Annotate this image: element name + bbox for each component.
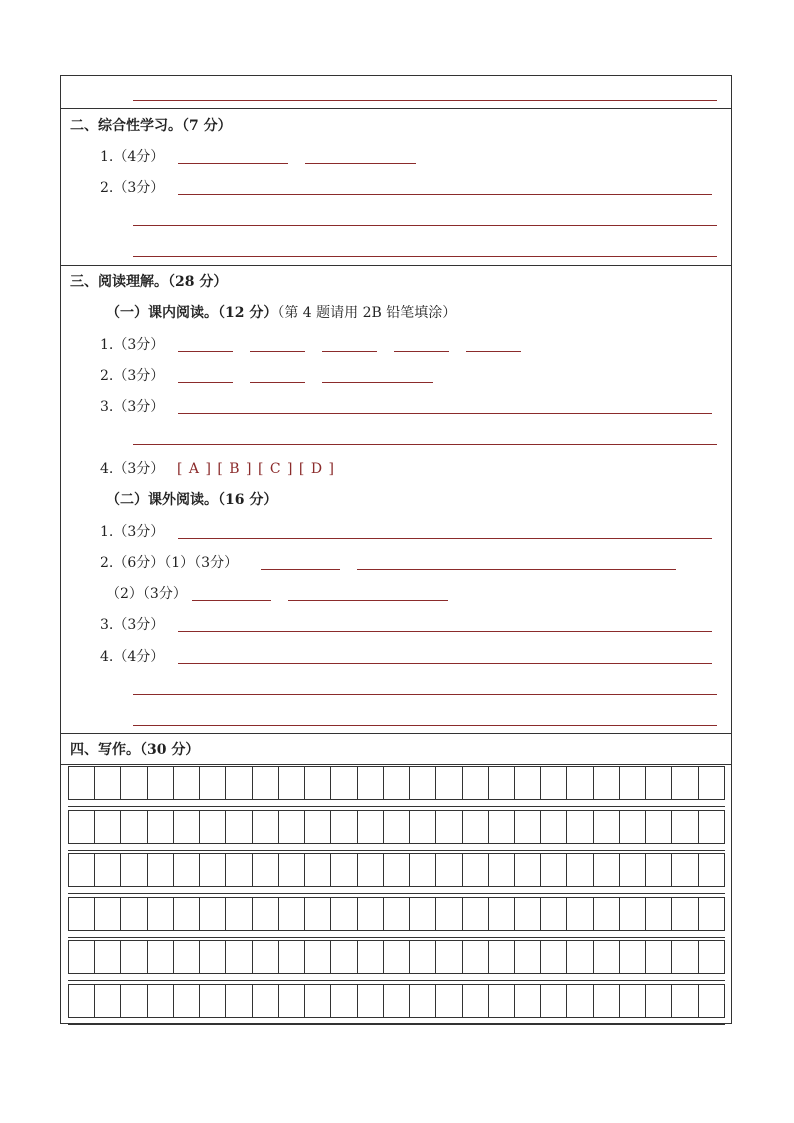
grid-cell[interactable]: [463, 767, 489, 799]
grid-cell[interactable]: [121, 811, 147, 843]
grid-cell[interactable]: [436, 854, 462, 886]
grid-cell[interactable]: [594, 898, 620, 930]
grid-cell[interactable]: [515, 811, 541, 843]
part1-q2-label: 2.（3分）: [100, 368, 165, 384]
grid-row: [68, 897, 725, 931]
grid-cell[interactable]: [699, 811, 724, 843]
grid-cell[interactable]: [331, 767, 357, 799]
grid-cell[interactable]: [121, 985, 147, 1017]
grid-cell[interactable]: [331, 985, 357, 1017]
grid-cell[interactable]: [620, 985, 646, 1017]
grid-cell[interactable]: [95, 767, 121, 799]
grid-cell[interactable]: [672, 854, 698, 886]
grid-cell[interactable]: [148, 985, 174, 1017]
grid-cell[interactable]: [148, 767, 174, 799]
answer-line[interactable]: [322, 382, 433, 383]
answer-sheet-frame: [60, 75, 732, 1024]
grid-cell[interactable]: [463, 941, 489, 973]
grid-cell[interactable]: [148, 854, 174, 886]
grid-cell[interactable]: [95, 985, 121, 1017]
grid-cell[interactable]: [174, 985, 200, 1017]
grid-cell[interactable]: [95, 811, 121, 843]
grid-cell[interactable]: [646, 941, 672, 973]
part2-q4-label: 4.（4分）: [100, 649, 165, 665]
grid-cell[interactable]: [226, 811, 252, 843]
grid-cell[interactable]: [253, 811, 279, 843]
answer-line[interactable]: [357, 569, 676, 570]
grid-cell[interactable]: [200, 898, 226, 930]
section4-title: 四、写作。（30 分）: [70, 742, 200, 758]
grid-cell[interactable]: [436, 985, 462, 1017]
grid-cell[interactable]: [305, 985, 331, 1017]
grid-cell[interactable]: [672, 898, 698, 930]
grid-cell[interactable]: [699, 941, 724, 973]
grid-cell[interactable]: [358, 898, 384, 930]
answer-line[interactable]: [133, 694, 717, 695]
grid-cell[interactable]: [121, 941, 147, 973]
grid-cell[interactable]: [200, 985, 226, 1017]
grid-cell[interactable]: [410, 985, 436, 1017]
grid-row: [68, 940, 725, 974]
grid-cell[interactable]: [646, 898, 672, 930]
grid-cell[interactable]: [279, 854, 305, 886]
grid-cell[interactable]: [699, 854, 724, 886]
answer-line[interactable]: [178, 538, 712, 539]
grid-cell[interactable]: [541, 941, 567, 973]
grid-cell[interactable]: [200, 941, 226, 973]
grid-cell[interactable]: [358, 811, 384, 843]
part1-title: （一）课内阅读。（12 分）: [106, 305, 278, 321]
grid-row: [68, 984, 725, 1018]
grid-cell[interactable]: [253, 898, 279, 930]
grid-cell[interactable]: [436, 767, 462, 799]
answer-line[interactable]: [178, 351, 233, 352]
grid-cell[interactable]: [95, 854, 121, 886]
grid-cell[interactable]: [672, 767, 698, 799]
grid-cell[interactable]: [384, 898, 410, 930]
grid-cell[interactable]: [410, 811, 436, 843]
grid-cell[interactable]: [672, 941, 698, 973]
grid-cell[interactable]: [69, 985, 95, 1017]
grid-cell[interactable]: [567, 898, 593, 930]
grid-cell[interactable]: [489, 941, 515, 973]
grid-cell[interactable]: [358, 854, 384, 886]
grid-cell[interactable]: [489, 985, 515, 1017]
grid-cell[interactable]: [121, 854, 147, 886]
grid-cell[interactable]: [279, 898, 305, 930]
grid-cell[interactable]: [463, 854, 489, 886]
answer-line[interactable]: [288, 600, 448, 601]
section2-q1-label: 1.（4分）: [100, 149, 165, 165]
grid-cell[interactable]: [226, 898, 252, 930]
grid-cell[interactable]: [121, 898, 147, 930]
grid-cell[interactable]: [279, 985, 305, 1017]
grid-separator-line: [68, 850, 725, 851]
answer-line[interactable]: [178, 382, 233, 383]
grid-cell[interactable]: [121, 767, 147, 799]
part1-q4-label: 4.（3分）: [100, 461, 165, 477]
part2-q1-label: 1.（3分）: [100, 524, 165, 540]
grid-cell[interactable]: [279, 767, 305, 799]
grid-cell[interactable]: [305, 854, 331, 886]
grid-cell[interactable]: [305, 811, 331, 843]
grid-cell[interactable]: [69, 767, 95, 799]
grid-separator-line: [68, 806, 725, 807]
answer-line[interactable]: [133, 256, 717, 257]
grid-cell[interactable]: [253, 985, 279, 1017]
answer-line[interactable]: [305, 163, 416, 164]
grid-cell[interactable]: [672, 811, 698, 843]
grid-row: [68, 810, 725, 844]
grid-cell[interactable]: [594, 985, 620, 1017]
grid-cell[interactable]: [69, 941, 95, 973]
grid-cell[interactable]: [699, 985, 724, 1017]
grid-cell[interactable]: [436, 941, 462, 973]
grid-cell[interactable]: [226, 767, 252, 799]
section3-part2-title: （二）课外阅读。（16 分）: [106, 492, 278, 508]
grid-cell[interactable]: [541, 854, 567, 886]
grid-cell[interactable]: [436, 811, 462, 843]
answer-line[interactable]: [250, 382, 305, 383]
grid-cell[interactable]: [567, 811, 593, 843]
grid-cell[interactable]: [699, 898, 724, 930]
grid-cell[interactable]: [331, 941, 357, 973]
grid-cell[interactable]: [620, 767, 646, 799]
part1-q3-label: 3.（3分）: [100, 399, 165, 415]
grid-cell[interactable]: [594, 811, 620, 843]
answer-line[interactable]: [178, 631, 712, 632]
grid-cell[interactable]: [305, 941, 331, 973]
grid-cell[interactable]: [331, 898, 357, 930]
answer-line[interactable]: [133, 725, 717, 726]
grid-cell[interactable]: [567, 985, 593, 1017]
answer-line[interactable]: [261, 569, 340, 570]
grid-cell[interactable]: [594, 854, 620, 886]
grid-cell[interactable]: [384, 941, 410, 973]
grid-row: [68, 766, 725, 800]
section2-title: 二、综合性学习。（7 分）: [70, 118, 232, 134]
grid-cell[interactable]: [69, 811, 95, 843]
grid-cell[interactable]: [148, 898, 174, 930]
section3-title: 三、阅读理解。（28 分）: [70, 274, 228, 290]
grid-cell[interactable]: [200, 767, 226, 799]
grid-cell[interactable]: [384, 767, 410, 799]
grid-cell[interactable]: [358, 985, 384, 1017]
grid-cell[interactable]: [567, 854, 593, 886]
answer-line[interactable]: [178, 194, 712, 195]
grid-cell[interactable]: [69, 898, 95, 930]
grid-cell[interactable]: [489, 811, 515, 843]
grid-cell[interactable]: [200, 854, 226, 886]
part2-q3-label: 3.（3分）: [100, 617, 165, 633]
grid-cell[interactable]: [253, 854, 279, 886]
grid-cell[interactable]: [620, 898, 646, 930]
choice-options[interactable]: [ A ] [ B ] [ C ] [ D ]: [177, 461, 335, 477]
section-divider: [61, 764, 731, 765]
answer-line[interactable]: [178, 413, 712, 414]
grid-cell[interactable]: [646, 854, 672, 886]
grid-cell[interactable]: [699, 767, 724, 799]
grid-cell[interactable]: [358, 767, 384, 799]
grid-cell[interactable]: [331, 811, 357, 843]
grid-cell[interactable]: [541, 898, 567, 930]
grid-cell[interactable]: [148, 811, 174, 843]
grid-cell[interactable]: [279, 941, 305, 973]
grid-cell[interactable]: [646, 767, 672, 799]
grid-cell[interactable]: [489, 898, 515, 930]
grid-cell[interactable]: [646, 811, 672, 843]
section3-part1-heading: [106, 305, 456, 321]
grid-separator-line: [68, 893, 725, 894]
grid-cell[interactable]: [226, 854, 252, 886]
grid-cell[interactable]: [515, 767, 541, 799]
section-divider: [61, 265, 731, 266]
grid-cell[interactable]: [226, 941, 252, 973]
grid-cell[interactable]: [174, 854, 200, 886]
grid-separator-line: [68, 980, 725, 981]
grid-cell[interactable]: [620, 854, 646, 886]
grid-cell[interactable]: [174, 767, 200, 799]
grid-cell[interactable]: [489, 767, 515, 799]
grid-cell[interactable]: [410, 941, 436, 973]
grid-cell[interactable]: [279, 811, 305, 843]
grid-cell[interactable]: [253, 767, 279, 799]
grid-cell[interactable]: [358, 941, 384, 973]
grid-cell[interactable]: [489, 854, 515, 886]
grid-cell[interactable]: [410, 898, 436, 930]
grid-cell[interactable]: [305, 767, 331, 799]
grid-cell[interactable]: [384, 811, 410, 843]
answer-line[interactable]: [466, 351, 521, 352]
grid-cell[interactable]: [515, 941, 541, 973]
section-divider: [61, 733, 731, 734]
answer-line[interactable]: [250, 351, 305, 352]
part1-note: （第 4 题请用 2B 铅笔填涂）: [277, 305, 457, 321]
grid-cell[interactable]: [567, 767, 593, 799]
grid-cell[interactable]: [384, 985, 410, 1017]
grid-separator-line: [68, 1024, 725, 1025]
part1-q1-label: 1.（3分）: [100, 337, 165, 353]
grid-cell[interactable]: [515, 898, 541, 930]
grid-cell[interactable]: [305, 898, 331, 930]
grid-cell[interactable]: [174, 811, 200, 843]
grid-cell[interactable]: [515, 985, 541, 1017]
grid-cell[interactable]: [95, 898, 121, 930]
answer-line[interactable]: [394, 351, 449, 352]
grid-cell[interactable]: [594, 941, 620, 973]
grid-cell[interactable]: [567, 941, 593, 973]
grid-cell[interactable]: [594, 767, 620, 799]
grid-cell[interactable]: [646, 985, 672, 1017]
grid-cell[interactable]: [672, 985, 698, 1017]
section-divider: [61, 108, 731, 109]
grid-cell[interactable]: [226, 985, 252, 1017]
grid-cell[interactable]: [69, 854, 95, 886]
grid-cell[interactable]: [174, 898, 200, 930]
grid-cell[interactable]: [200, 811, 226, 843]
grid-cell[interactable]: [148, 941, 174, 973]
answer-line[interactable]: [192, 600, 271, 601]
grid-cell[interactable]: [253, 941, 279, 973]
grid-cell[interactable]: [541, 811, 567, 843]
answer-line[interactable]: [178, 663, 712, 664]
answer-line[interactable]: [322, 351, 377, 352]
grid-separator-line: [68, 937, 725, 938]
answer-line[interactable]: [133, 225, 717, 226]
grid-cell[interactable]: [436, 898, 462, 930]
answer-line[interactable]: [178, 163, 288, 164]
grid-cell[interactable]: [463, 811, 489, 843]
grid-cell[interactable]: [541, 985, 567, 1017]
grid-cell[interactable]: [331, 854, 357, 886]
grid-cell[interactable]: [384, 854, 410, 886]
grid-cell[interactable]: [463, 985, 489, 1017]
grid-cell[interactable]: [410, 854, 436, 886]
grid-cell[interactable]: [410, 767, 436, 799]
section2-q2-label: 2.（3分）: [100, 180, 165, 196]
grid-cell[interactable]: [515, 854, 541, 886]
grid-row: [68, 853, 725, 887]
grid-cell[interactable]: [463, 898, 489, 930]
grid-cell[interactable]: [95, 941, 121, 973]
grid-cell[interactable]: [174, 941, 200, 973]
answer-line[interactable]: [133, 100, 717, 101]
answer-line[interactable]: [133, 444, 717, 445]
grid-cell[interactable]: [620, 941, 646, 973]
part2-q2-label: 2.（6分）（1）（3分）: [100, 555, 239, 571]
grid-cell[interactable]: [620, 811, 646, 843]
part2-q2b-label: （2）（3分）: [106, 586, 187, 602]
grid-cell[interactable]: [541, 767, 567, 799]
